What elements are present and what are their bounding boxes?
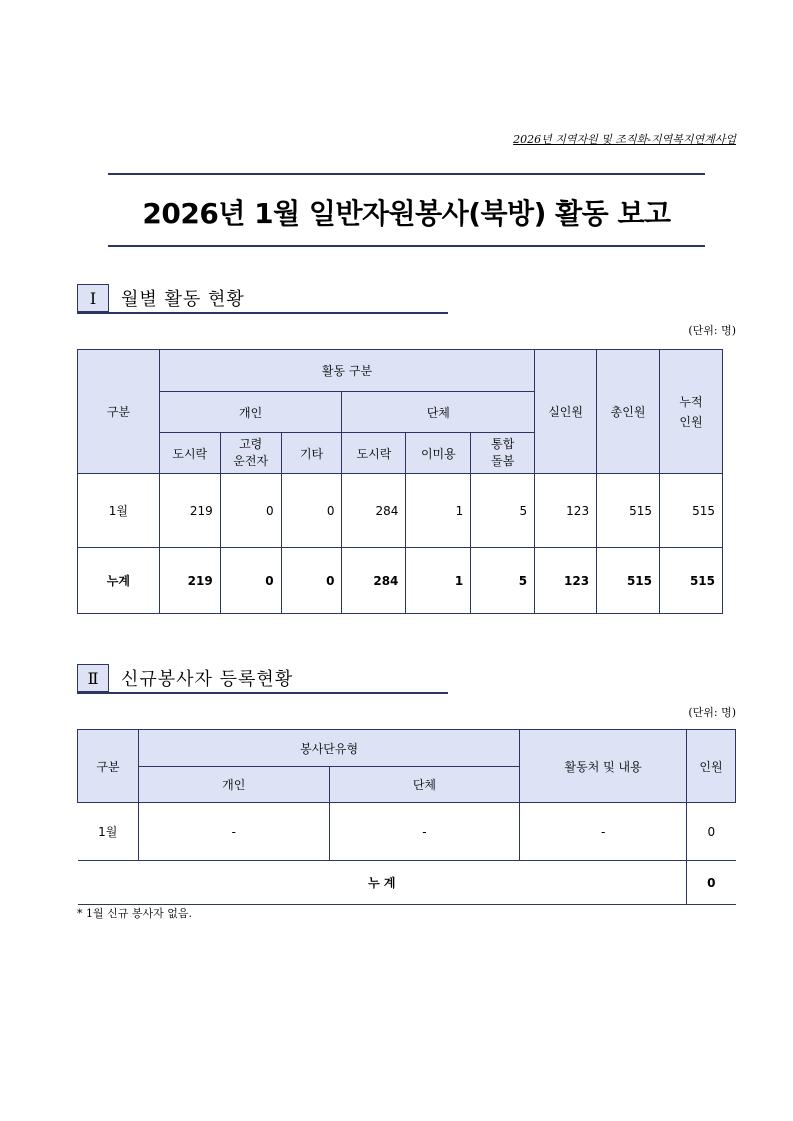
cell: 515 [597,474,660,548]
sub-header: 기타 [281,433,342,474]
row-label: 1월 [78,803,139,861]
sub-header: 통합 돌봄 [471,433,535,474]
col-header-individual: 개인 [138,767,329,803]
table-row-total [78,861,736,905]
header-note: 2026년 지역자원 및 조직화-지역복지연계사업 [513,133,736,146]
section-1-label: 월별 활동 현황 [121,289,245,310]
col-header-total: 총인원 [597,350,660,474]
cell: 5 [471,474,535,548]
cell: 219 [159,474,220,548]
cell: 0 [281,548,342,614]
table-row-total [78,548,723,614]
cell: 1 [406,474,471,548]
sub-header: 고령 운전자 [220,433,281,474]
col-header-place: 활동처 및 내용 [520,730,687,803]
title-top-rule [108,173,705,175]
section-2-heading [77,664,293,692]
table-row [78,474,723,548]
section-1-underline [77,312,448,314]
cell: 284 [342,474,406,548]
footnote: * 1월 신규 봉사자 없음. [77,907,192,920]
cell: 515 [660,548,723,614]
cell: - [329,803,520,861]
table-row [78,803,736,861]
cell: 0 [687,803,736,861]
cell: - [520,803,687,861]
row-label: 1월 [78,474,160,548]
cell: - [138,803,329,861]
total-label: 누 계 [78,861,687,905]
cell: 0 [220,474,281,548]
cell: 219 [159,548,220,614]
section-1-unit: (단위: 명) [688,324,736,337]
section-2-underline [77,692,448,694]
cell: 123 [535,548,597,614]
cell: 1 [406,548,471,614]
col-header-individual: 개인 [159,392,342,433]
col-header-cumulative: 누적 인원 [660,350,723,474]
cell: 515 [660,474,723,548]
col-header-type: 봉사단유형 [138,730,519,767]
cell: 515 [597,548,660,614]
section-1-number: Ⅰ [77,284,109,312]
cell: 5 [471,548,535,614]
cell: 0 [220,548,281,614]
sub-header: 이미용 [406,433,471,474]
monthly-activity-table [77,349,723,614]
col-header-activity: 활동 구분 [159,350,534,392]
sub-header: 도시락 [159,433,220,474]
section-1-heading [77,284,245,312]
col-header-gubun: 구분 [78,350,160,474]
new-volunteer-table [77,729,736,905]
row-label: 누계 [78,548,160,614]
section-2-unit: (단위: 명) [688,706,736,719]
section-2-number: Ⅱ [77,664,109,692]
title-bottom-rule [108,245,705,247]
col-header-group: 단체 [329,767,520,803]
cell: 284 [342,548,406,614]
cell: 123 [535,474,597,548]
sub-header: 도시락 [342,433,406,474]
section-2-label: 신규봉사자 등록현황 [121,669,294,690]
col-header-group: 단체 [342,392,535,433]
cell: 0 [281,474,342,548]
page-title: 2026년 1월 일반자원봉사(북방) 활동 보고 [142,197,671,230]
total-value: 0 [687,861,736,905]
col-header-count: 인원 [687,730,736,803]
col-header-real: 실인원 [535,350,597,474]
col-header-gubun: 구분 [78,730,139,803]
